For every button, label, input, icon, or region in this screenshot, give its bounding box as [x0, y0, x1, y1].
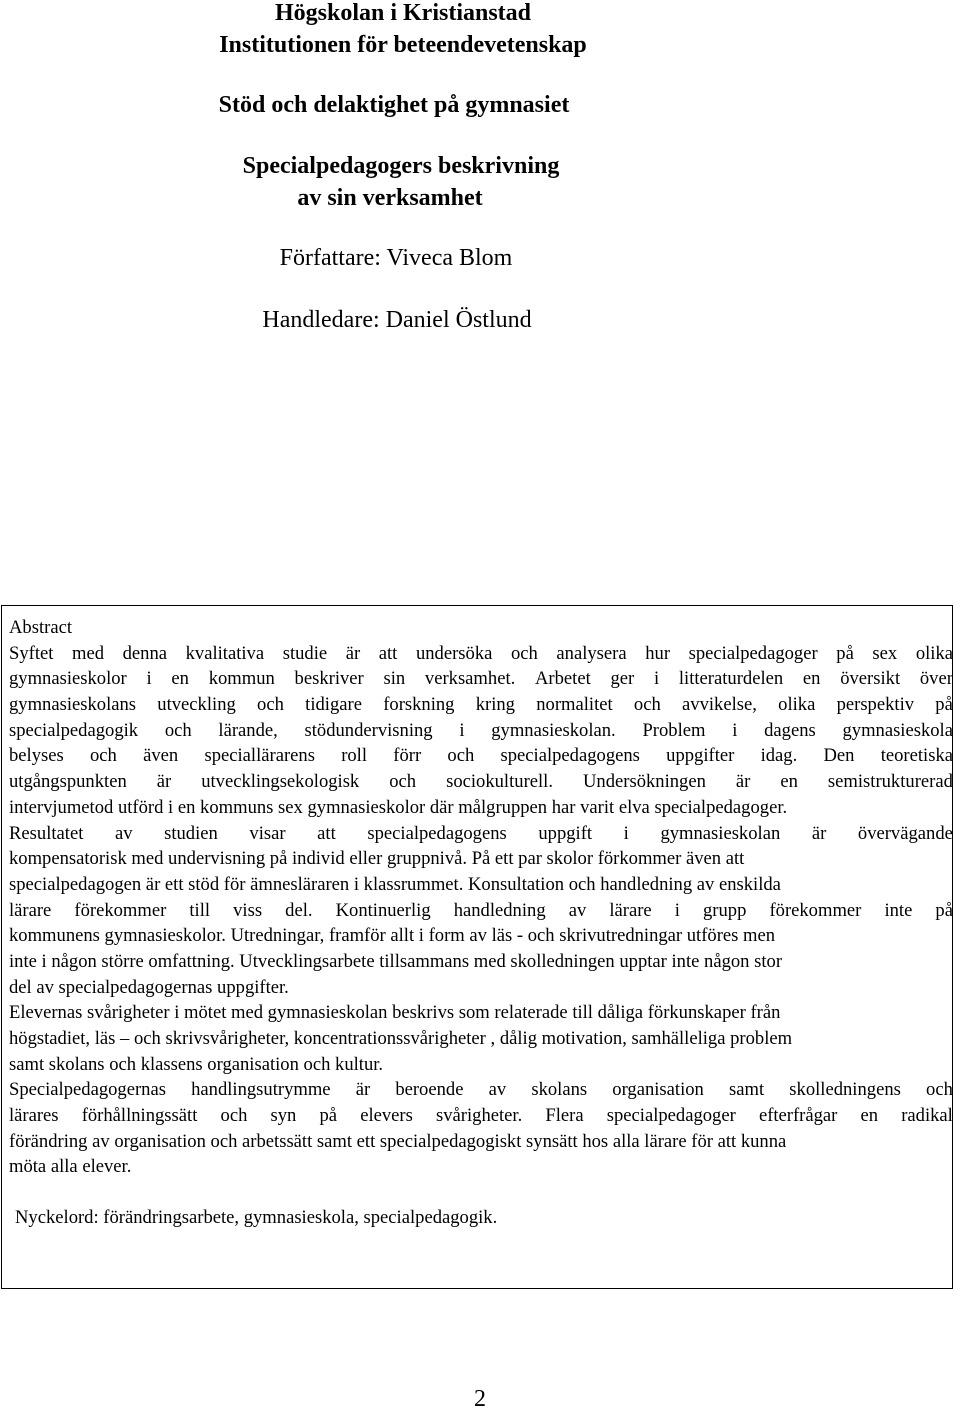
- abstract-word: förhållningssätt: [81, 1105, 198, 1127]
- abstract-word: lärande,: [218, 719, 278, 741]
- abstract-word: studie: [282, 642, 328, 664]
- abstract-word: syn: [270, 1105, 297, 1127]
- abstract-word: gymnasieskolan.: [491, 719, 616, 741]
- abstract-word: skolledningens: [789, 1079, 901, 1101]
- abstract-line: [9, 692, 953, 718]
- abstract-word: svårigheter.: [436, 1105, 523, 1127]
- abstract-line: kompensatorisk med undervisning på individ eller gruppnivå. På ett par skolor förkommer även att: [9, 848, 745, 870]
- abstract-word: en: [171, 668, 189, 690]
- abstract-word: av: [568, 899, 587, 921]
- abstract-word: hur: [645, 642, 671, 664]
- abstract-line: [9, 718, 953, 744]
- abstract-line: [9, 821, 953, 847]
- abstract-word: speciallärarens: [204, 745, 315, 767]
- abstract-word: utveckling: [157, 694, 236, 716]
- abstract-word: och: [633, 694, 661, 716]
- abstract-line: [9, 666, 953, 692]
- page-number: 2: [474, 1386, 486, 1412]
- abstract-word: verksamhet.: [424, 668, 516, 690]
- abstract-word: olika: [778, 694, 816, 716]
- abstract-box: [1, 605, 953, 1289]
- abstract-word: visar: [249, 822, 286, 844]
- abstract-word: av: [114, 822, 133, 844]
- abstract-word: beroende: [395, 1079, 464, 1101]
- abstract-word: specialpedagogens: [367, 822, 507, 844]
- abstract-word: är: [156, 771, 172, 793]
- abstract-word: och: [90, 745, 117, 767]
- abstract-word: elevers: [360, 1105, 413, 1127]
- abstract-word: utgångspunkten: [9, 771, 127, 793]
- abstract-line: [9, 1103, 953, 1129]
- abstract-word: analysera: [556, 642, 627, 664]
- abstract-word: sociokulturell.: [446, 771, 553, 793]
- abstract-word: är: [811, 822, 827, 844]
- abstract-word: att: [317, 822, 336, 844]
- abstract-word: semistrukturerad: [827, 771, 953, 793]
- abstract-word: avvikelse,: [682, 694, 757, 716]
- abstract-word: skolans: [531, 1079, 588, 1101]
- abstract-word: ger: [610, 668, 635, 690]
- abstract-word: specialpedagogens: [500, 745, 640, 767]
- abstract-word: över: [919, 668, 953, 690]
- abstract-word: tidigare: [305, 694, 362, 716]
- abstract-word: i: [623, 822, 629, 844]
- abstract-word: förekommer: [769, 899, 862, 921]
- abstract-word: lärares: [9, 1105, 59, 1127]
- abstract-word: sex: [872, 642, 898, 664]
- abstract-word: förekommer: [74, 899, 167, 921]
- abstract-word: inte: [884, 899, 913, 921]
- abstract-word: idag.: [760, 745, 798, 767]
- abstract-line: [9, 743, 953, 769]
- institution-name: Högskolan i Kristianstad: [274, 0, 532, 26]
- abstract-word: Arbetet: [535, 668, 591, 690]
- abstract-line: [9, 1077, 953, 1103]
- abstract-heading: Abstract: [9, 617, 72, 638]
- abstract-word: Den: [823, 745, 855, 767]
- abstract-word: studien: [164, 822, 218, 844]
- abstract-word: och: [926, 1079, 953, 1101]
- thesis-subtitle-line-2: av sin verksamhet: [297, 185, 483, 211]
- abstract-line: [9, 641, 953, 667]
- abstract-word: specialpedagoger: [688, 642, 818, 664]
- abstract-word: litteraturdelen: [678, 668, 784, 690]
- abstract-word: handledning: [453, 899, 546, 921]
- abstract-word: teoretiska: [880, 745, 953, 767]
- abstract-word: på: [935, 899, 953, 921]
- abstract-word: en: [780, 771, 798, 793]
- abstract-word: kommun: [208, 668, 275, 690]
- abstract-word: i: [732, 719, 738, 741]
- abstract-word: radikal: [901, 1105, 953, 1127]
- department-name: Institutionen för beteendevetenskap: [219, 32, 587, 58]
- abstract-word: forskning: [383, 694, 455, 716]
- abstract-word: gymnasieskolor: [9, 668, 127, 690]
- keywords-line: Nyckelord: förändringsarbete, gymnasieskola, specialpedagogik.: [15, 1207, 498, 1228]
- abstract-line: inte i någon större omfattning. Utvecklingsarbete tillsammans med skolledningen upptar inte någon stor: [9, 950, 783, 972]
- thesis-title: Stöd och delaktighet på gymnasiet: [218, 92, 570, 118]
- abstract-word: med: [72, 642, 105, 664]
- abstract-word: belyses: [9, 745, 64, 767]
- abstract-word: roll: [341, 745, 368, 767]
- abstract-word: specialpedagoger: [606, 1105, 736, 1127]
- abstract-word: är: [345, 642, 361, 664]
- abstract-word: viss: [233, 899, 263, 921]
- abstract-word: i: [674, 899, 680, 921]
- abstract-word: beskriver: [294, 668, 364, 690]
- abstract-word: och: [389, 771, 417, 793]
- abstract-word: olika: [915, 642, 953, 664]
- abstract-word: förr: [393, 745, 422, 767]
- abstract-word: denna: [122, 642, 168, 664]
- abstract-word: gymnasieskola: [842, 719, 953, 741]
- abstract-word: gymnasieskolan: [660, 822, 781, 844]
- abstract-word: av: [488, 1079, 507, 1101]
- abstract-line: kommunens gymnasieskolor. Utredningar, framför allt i form av läs - och skrivutredningar utföres men: [9, 925, 776, 947]
- abstract-word: Specialpedagogernas: [9, 1079, 166, 1101]
- abstract-word: även: [143, 745, 179, 767]
- author-line: Författare: Viveca Blom: [279, 245, 513, 271]
- abstract-word: kvalitativa: [185, 642, 265, 664]
- abstract-word: normalitet: [536, 694, 613, 716]
- abstract-line: förändring av organisation och arbetssätt samt ett specialpedagogiskt synsätt hos alla lärare för att kunna: [9, 1130, 787, 1152]
- abstract-word: handlingsutrymme: [191, 1079, 331, 1101]
- abstract-line: intervjumetod utförd i en kommuns sex gymnasieskolor där målgruppen har varit elva specialpedagoger.: [9, 796, 788, 818]
- abstract-word: en: [860, 1105, 879, 1127]
- abstract-word: utvecklingsekologisk: [201, 771, 360, 793]
- abstract-word: på: [935, 694, 953, 716]
- abstract-word: uppgifter: [666, 745, 735, 767]
- abstract-line: Elevernas svårigheter i mötet med gymnasieskolan beskrivs som relaterade till dåliga förkunskaper från: [9, 1002, 781, 1024]
- abstract-line: [9, 898, 953, 924]
- abstract-word: Undersökningen: [583, 771, 706, 793]
- abstract-word: en: [802, 668, 821, 690]
- abstract-word: övervägande: [857, 822, 953, 844]
- abstract-word: perspektiv: [836, 694, 915, 716]
- abstract-word: är: [735, 771, 751, 793]
- abstract-word: på: [319, 1105, 338, 1127]
- abstract-line: högstadiet, läs – och skrivsvårigheter, koncentrationssvårigheter , dålig motivation, samhälleliga problem: [9, 1028, 793, 1049]
- abstract-word: och: [164, 719, 192, 741]
- abstract-word: lärare: [9, 899, 52, 921]
- abstract-word: grupp: [702, 899, 747, 921]
- abstract-word: sin: [383, 668, 406, 690]
- abstract-word: uppgift: [538, 822, 593, 844]
- abstract-word: kring: [475, 694, 515, 716]
- abstract-word: och: [447, 745, 475, 767]
- abstract-word: och: [220, 1105, 248, 1127]
- abstract-word: och: [510, 642, 538, 664]
- abstract-word: Flera: [545, 1105, 584, 1127]
- abstract-word: och: [257, 694, 284, 716]
- abstract-word: lärare: [609, 899, 652, 921]
- abstract-word: Syftet: [9, 642, 54, 664]
- abstract-word: i: [653, 668, 660, 690]
- abstract-word: är: [355, 1079, 371, 1101]
- abstract-word: översikt: [840, 668, 901, 690]
- abstract-body: [9, 615, 953, 1180]
- abstract-word: Problem: [642, 719, 706, 741]
- abstract-line: möta alla elever.: [9, 1156, 132, 1178]
- abstract-line: specialpedagogen är ett stöd för ämnesläraren i klassrummet. Konsultation och handledning av enskilda: [9, 873, 781, 895]
- thesis-subtitle-line-1: Specialpedagogers beskrivning: [242, 153, 560, 179]
- abstract-word: på: [836, 642, 854, 664]
- abstract-word: i: [146, 668, 152, 690]
- abstract-word: organisation: [612, 1079, 704, 1101]
- abstract-line: [9, 769, 953, 795]
- abstract-word: gymnasieskolans: [9, 694, 137, 716]
- abstract-word: dagens: [764, 719, 816, 741]
- abstract-word: samt: [729, 1079, 765, 1101]
- abstract-word: Resultatet: [9, 822, 84, 844]
- abstract-word: Kontinuerlig: [335, 899, 431, 921]
- abstract-word: specialpedagogik: [9, 719, 139, 741]
- abstract-word: del.: [285, 899, 313, 921]
- abstract-line: del av specialpedagogernas uppgifter.: [9, 976, 289, 998]
- abstract-line: samt skolans och klassens organisation och kultur.: [9, 1053, 384, 1075]
- abstract-word: efterfrågar: [758, 1105, 838, 1127]
- abstract-word: stödundervisning: [304, 719, 433, 741]
- abstract-word: undersöka: [415, 642, 493, 664]
- supervisor-line: Handledare: Daniel Östlund: [262, 307, 532, 333]
- abstract-word: i: [459, 719, 465, 741]
- abstract-word: till: [189, 899, 211, 921]
- abstract-word: att: [378, 642, 398, 664]
